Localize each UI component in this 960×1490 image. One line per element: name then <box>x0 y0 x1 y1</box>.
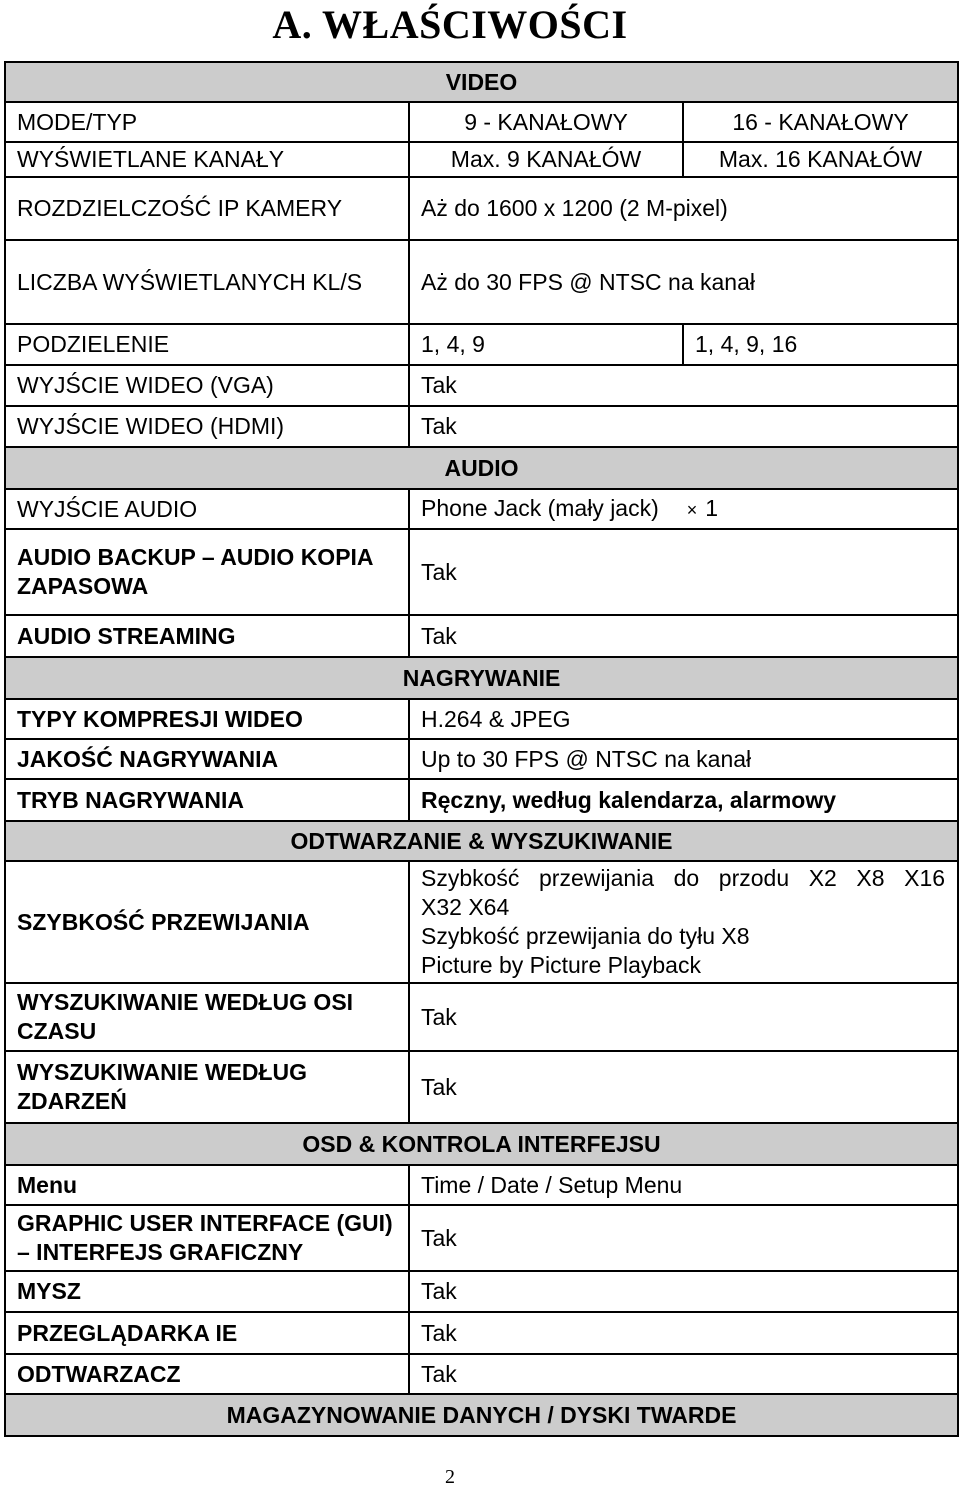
row-label: GRAPHIC USER INTERFACE (GUI) – INTERFEJS GRAFICZNY <box>5 1205 409 1271</box>
table-row <box>5 1312 958 1354</box>
row-label: LICZBA WYŚWIETLANYCH KL/S <box>5 240 409 324</box>
section-title: VIDEO <box>5 62 958 102</box>
cell-line: Szybkość przewijania do przodu X2 X8 X16 <box>421 865 946 891</box>
cell-value: Tak <box>409 983 958 1051</box>
times-symbol: × <box>686 499 698 520</box>
row-label: WYJŚCIE AUDIO <box>5 489 409 529</box>
cell-value: Tak <box>409 1312 958 1354</box>
table-row <box>5 1165 958 1205</box>
cell-text: Phone Jack (mały jack) <box>421 494 659 521</box>
table-row <box>5 779 958 821</box>
row-label: WYJŚCIE WIDEO (VGA) <box>5 365 409 406</box>
table-row <box>5 177 958 240</box>
row-label: WYJŚCIE WIDEO (HDMI) <box>5 406 409 447</box>
table-row <box>5 739 958 779</box>
row-label: PRZEGLĄDARKA IE <box>5 1312 409 1354</box>
cell-value <box>409 489 958 529</box>
row-label: PODZIELENIE <box>5 324 409 365</box>
page-title: A. WŁAŚCIWOŚCI <box>272 2 628 47</box>
section-header-audio <box>5 447 958 489</box>
cell-value: 16 - KANAŁOWY <box>683 102 958 142</box>
table-row <box>5 365 958 406</box>
cell-value: Tak <box>409 1354 958 1394</box>
row-label: ODTWARZACZ <box>5 1354 409 1394</box>
section-header-video <box>5 62 958 102</box>
row-label: JAKOŚĆ NAGRYWANIA <box>5 739 409 779</box>
cell-value: Max. 16 KANAŁÓW <box>683 142 958 177</box>
cell-value: Tak <box>409 1051 958 1123</box>
row-label: WYŚWIETLANE KANAŁY <box>5 142 409 177</box>
table-row <box>5 529 958 615</box>
table-row <box>5 324 958 365</box>
cell-value: Ręczny, według kalendarza, alarmowy <box>409 779 958 821</box>
section-title: NAGRYWANIE <box>5 657 958 699</box>
cell-value: 1, 4, 9, 16 <box>683 324 958 365</box>
cell-value: Aż do 30 FPS @ NTSC na kanał <box>409 240 958 324</box>
cell-value: Tak <box>409 529 958 615</box>
section-header-recording <box>5 657 958 699</box>
cell-value: Tak <box>409 1205 958 1271</box>
row-label: WYSZUKIWANIE WEDŁUG ZDARZEŃ <box>5 1051 409 1123</box>
cell-value: Time / Date / Setup Menu <box>409 1165 958 1205</box>
cell-line: Picture by Picture Playback <box>421 952 701 978</box>
table-row <box>5 615 958 657</box>
table-row <box>5 983 958 1051</box>
table-row <box>5 1051 958 1123</box>
row-label: TYPY KOMPRESJI WIDEO <box>5 699 409 739</box>
row-label: MYSZ <box>5 1271 409 1312</box>
cell-value: 1, 4, 9 <box>409 324 683 365</box>
table-row <box>5 406 958 447</box>
specification-table <box>4 61 959 1437</box>
section-header-playback <box>5 821 958 861</box>
section-header-osd <box>5 1123 958 1165</box>
cell-value: 9 - KANAŁOWY <box>409 102 683 142</box>
row-label: SZYBKOŚĆ PRZEWIJANIA <box>5 861 409 983</box>
table-row <box>5 1271 958 1312</box>
cell-value: Tak <box>409 615 958 657</box>
table-row <box>5 142 958 177</box>
section-title: OSD & KONTROLA INTERFEJSU <box>5 1123 958 1165</box>
cell-value: Tak <box>409 406 958 447</box>
cell-value: Tak <box>409 1271 958 1312</box>
table-row <box>5 489 958 529</box>
table-row <box>5 102 958 142</box>
table-row <box>5 1205 958 1271</box>
row-label: ROZDZIELCZOŚĆ IP KAMERY <box>5 177 409 240</box>
table-row <box>5 1354 958 1394</box>
section-header-storage <box>5 1394 958 1436</box>
row-label: AUDIO STREAMING <box>5 615 409 657</box>
cell-line: X32 X64 <box>421 894 510 920</box>
row-label: AUDIO BACKUP – AUDIO KOPIA ZAPASOWA <box>5 529 409 615</box>
cell-line: Szybkość przewijania do tyłu X8 <box>421 923 750 949</box>
table-row <box>5 861 958 983</box>
cell-value: Tak <box>409 365 958 406</box>
cell-value: Up to 30 FPS @ NTSC na kanał <box>409 739 958 779</box>
table-row <box>5 699 958 739</box>
cell-value <box>409 861 958 983</box>
cell-value: H.264 & JPEG <box>409 699 958 739</box>
row-label: Menu <box>5 1165 409 1205</box>
table-row <box>5 240 958 324</box>
row-label: MODE/TYP <box>5 102 409 142</box>
row-label: TRYB NAGRYWANIA <box>5 779 409 821</box>
row-label: WYSZUKIWANIE WEDŁUG OSI CZASU <box>5 983 409 1051</box>
cell-count: 1 <box>705 494 719 521</box>
cell-value: Aż do 1600 x 1200 (2 M-pixel) <box>409 177 958 240</box>
page-number: 2 <box>445 1466 455 1488</box>
section-title: MAGAZYNOWANIE DANYCH / DYSKI TWARDE <box>5 1394 958 1436</box>
section-title: AUDIO <box>5 447 958 489</box>
section-title: ODTWARZANIE & WYSZUKIWANIE <box>5 821 958 861</box>
cell-value: Max. 9 KANAŁÓW <box>409 142 683 177</box>
